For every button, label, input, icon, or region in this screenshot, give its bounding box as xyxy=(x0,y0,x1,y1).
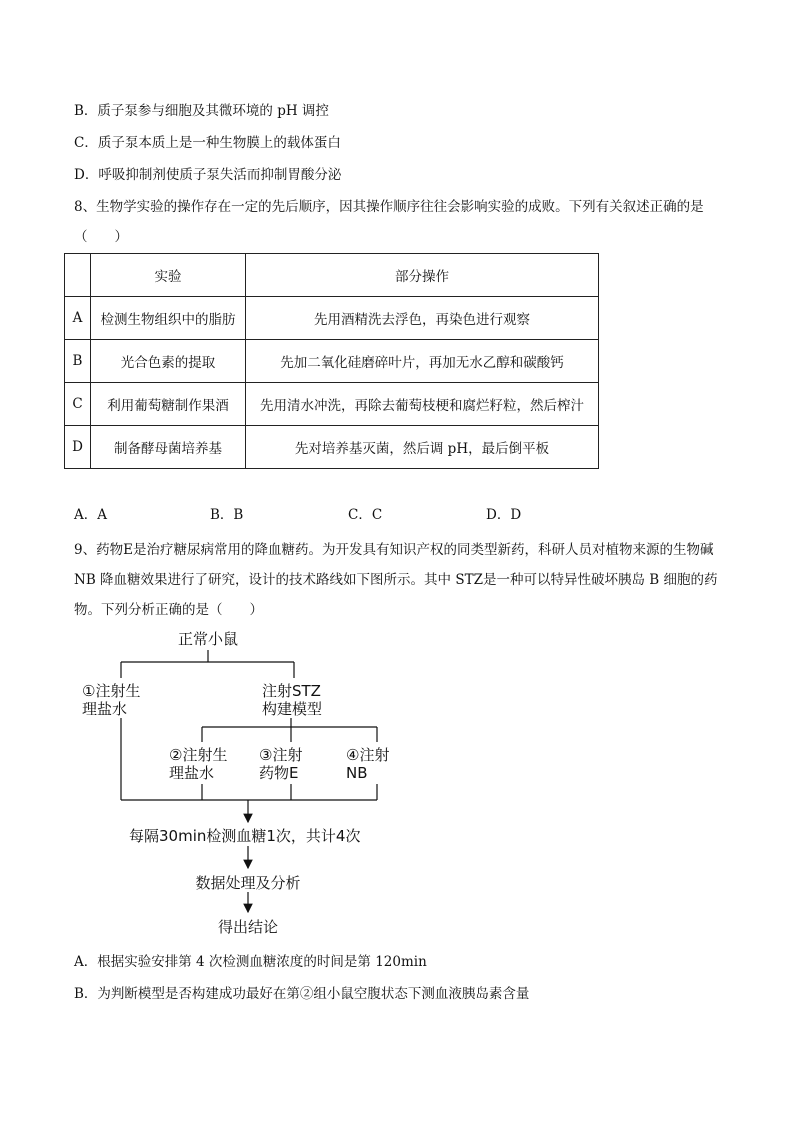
node-group4-line2: NB xyxy=(346,764,368,782)
q8-option-d: D．D xyxy=(486,507,522,523)
node-conclusion: 得出结论 xyxy=(217,918,279,936)
table-cell: B xyxy=(65,340,91,383)
node-normal-mice: 正常小鼠 xyxy=(177,630,239,648)
q8-option-c: C．C xyxy=(348,507,383,523)
q8-option-a: A．A xyxy=(74,507,107,523)
node-group4-line1: ④注射 xyxy=(346,746,390,764)
table-header-cell: 部分操作 xyxy=(246,254,599,297)
table-cell: C xyxy=(65,383,91,426)
table-cell: 先用清水冲洗，再除去葡萄枝梗和腐烂籽粒，然后榨汁 xyxy=(246,383,599,426)
q9-option-a: A．根据实验安排第 4 次检测血糖浓度的时间是第 120min xyxy=(74,954,427,970)
flowchart-connectors xyxy=(121,650,377,912)
node-stz-line1: 注射STZ xyxy=(262,682,321,700)
table-cell: 利用葡萄糖制作果酒 xyxy=(91,383,246,426)
node-group2-line1: ②注射生 xyxy=(169,746,228,764)
option-d: D．呼吸抑制剂使质子泵失活而抑制胃酸分泌 xyxy=(74,167,342,183)
node-group2-line2: 理盐水 xyxy=(169,764,215,782)
q9-option-b: B．为判断模型是否构建成功最好在第②组小鼠空腹状态下测血液胰岛素含量 xyxy=(74,986,530,1002)
table-cell: 先对培养基灭菌，然后调 pH，最后倒平板 xyxy=(246,426,599,469)
table-cell: 先加二氧化硅磨碎叶片，再加无水乙醇和碳酸钙 xyxy=(246,340,599,383)
table-header-cell: 实验 xyxy=(91,254,246,297)
question-8-stem: 8、生物学实验的操作存在一定的先后顺序，因其操作顺序往往会影响实验的成败。下列有关叙述正确的是（ ） xyxy=(74,199,704,245)
option-b: B．质子泵参与细胞及其微环境的 pH 调控 xyxy=(74,103,329,119)
option-c: C．质子泵本质上是一种生物膜上的载体蛋白 xyxy=(74,135,341,151)
node-group1-line2: 理盐水 xyxy=(82,700,128,718)
table-cell: 制备酵母菌培养基 xyxy=(91,426,246,469)
node-group3-line1: ③注射 xyxy=(259,746,303,764)
node-group3-line2: 药物E xyxy=(259,764,299,782)
node-blood-glucose-test: 每隔30min检测血糖1次，共计4次 xyxy=(129,827,361,845)
table-cell: D xyxy=(65,426,91,469)
table-cell: 光合色素的提取 xyxy=(91,340,246,383)
node-group1-line1: ①注射生 xyxy=(82,682,141,700)
q8-option-b: B．B xyxy=(210,507,244,523)
node-data-analysis: 数据处理及分析 xyxy=(195,874,301,892)
table-cell: 先用酒精洗去浮色，再染色进行观察 xyxy=(246,297,599,340)
table-cell: 检测生物组织中的脂肪 xyxy=(91,297,246,340)
node-stz-line2: 构建模型 xyxy=(262,700,323,718)
table-cell: A xyxy=(65,297,91,340)
question-9-stem: 9、药物E是治疗糖尿病常用的降血糖药。为开发具有知识产权的同类型新药，科研人员对植物来源的生物碱NB 降血糖效果进行了研究，设计的技术路线如下图所示。其中 STZ是一种可以特异性破坏胰岛 B 细胞的药物。下列分析正确的是（ ） xyxy=(74,542,718,618)
